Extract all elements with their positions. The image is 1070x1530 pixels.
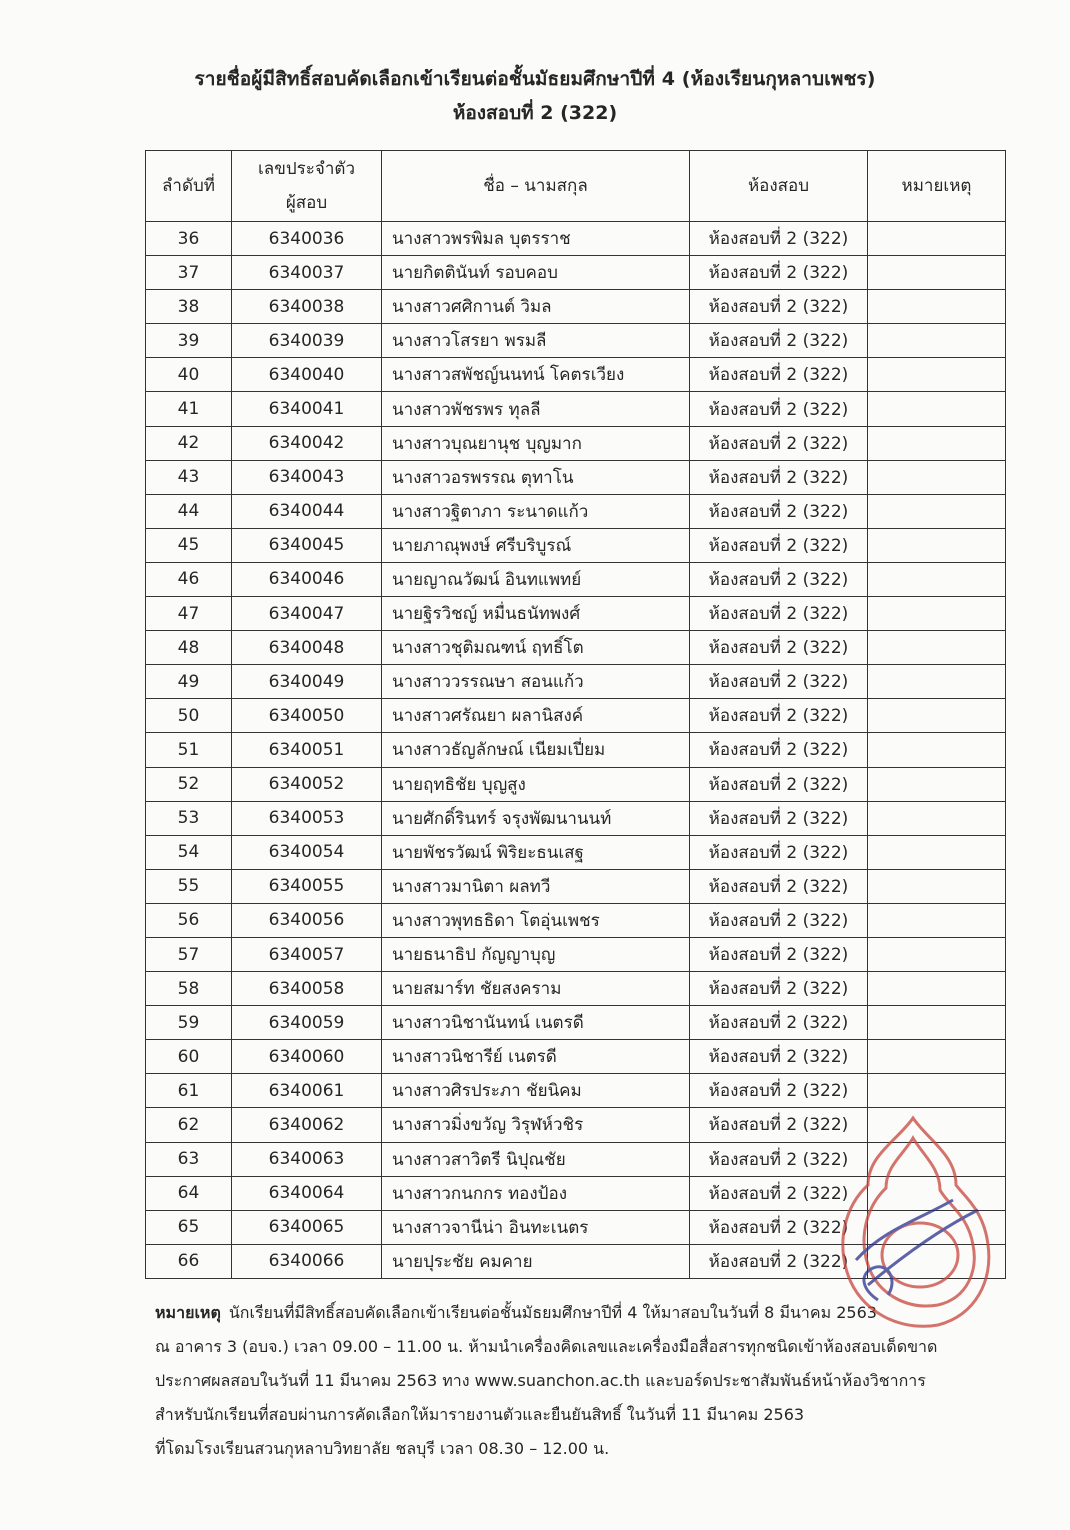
table-row bbox=[146, 528, 1006, 562]
table-row bbox=[146, 1108, 1006, 1142]
candidate-table bbox=[145, 150, 1006, 1279]
cell-candidate-id: 6340066 bbox=[232, 1244, 382, 1278]
cell-candidate-id: 6340038 bbox=[232, 290, 382, 324]
table-row bbox=[146, 733, 1006, 767]
cell-number: 50 bbox=[146, 699, 232, 733]
cell-number: 65 bbox=[146, 1210, 232, 1244]
cell-candidate-id: 6340042 bbox=[232, 426, 382, 460]
cell-full-name: นายฤทธิชัย บุญสูง bbox=[382, 767, 690, 801]
cell-exam-room: ห้องสอบที่ 2 (322) bbox=[690, 733, 868, 767]
cell-full-name: นายสมาร์ท ชัยสงคราม bbox=[382, 972, 690, 1006]
cell-candidate-id: 6340063 bbox=[232, 1142, 382, 1176]
cell-candidate-id: 6340057 bbox=[232, 937, 382, 971]
cell-full-name: นางสาววรรณษา สอนแก้ว bbox=[382, 665, 690, 699]
cell-remark bbox=[868, 699, 1006, 733]
cell-candidate-id: 6340053 bbox=[232, 801, 382, 835]
cell-remark bbox=[868, 562, 1006, 596]
cell-exam-room: ห้องสอบที่ 2 (322) bbox=[690, 1040, 868, 1074]
table-row bbox=[146, 767, 1006, 801]
remark-line-5: ที่โดมโรงเรียนสวนกุหลาบวิทยาลัย ชลบุรี เวลา 08.30 – 12.00 น. bbox=[155, 1439, 610, 1458]
table-row bbox=[146, 324, 1006, 358]
remark-line-4: สำหรับนักเรียนที่สอบผ่านการคัดเลือกให้มารายงานตัวและยืนยันสิทธิ์ ในวันที่ 11 มีนาคม 2563 bbox=[155, 1405, 805, 1424]
cell-exam-room: ห้องสอบที่ 2 (322) bbox=[690, 631, 868, 665]
column-header-name: ชื่อ – นามสกุล bbox=[382, 151, 690, 222]
cell-remark bbox=[868, 597, 1006, 631]
cell-full-name: นางสาวบุณยานุช บุญมาก bbox=[382, 426, 690, 460]
cell-candidate-id: 6340049 bbox=[232, 665, 382, 699]
document-title: รายชื่อผู้มีสิทธิ์สอบคัดเลือกเข้าเรียนต่อชั้นมัธยมศึกษาปีที่ 4 (ห้องเรียนกุหลาบเพชร) bbox=[194, 68, 876, 90]
cell-number: 38 bbox=[146, 290, 232, 324]
cell-remark bbox=[868, 972, 1006, 1006]
cell-full-name: นางสาวฐิตาภา ระนาดแก้ว bbox=[382, 494, 690, 528]
table-row bbox=[146, 665, 1006, 699]
cell-remark bbox=[868, 494, 1006, 528]
cell-candidate-id: 6340064 bbox=[232, 1176, 382, 1210]
cell-full-name: นายปุระชัย คมคาย bbox=[382, 1244, 690, 1278]
cell-exam-room: ห้องสอบที่ 2 (322) bbox=[690, 972, 868, 1006]
cell-remark bbox=[868, 1108, 1006, 1142]
cell-exam-room: ห้องสอบที่ 2 (322) bbox=[690, 1006, 868, 1040]
cell-number: 58 bbox=[146, 972, 232, 1006]
cell-candidate-id: 6340050 bbox=[232, 699, 382, 733]
cell-exam-room: ห้องสอบที่ 2 (322) bbox=[690, 426, 868, 460]
table-row bbox=[146, 358, 1006, 392]
cell-full-name: นางสาวอรพรรณ ตุทาโน bbox=[382, 460, 690, 494]
cell-number: 40 bbox=[146, 358, 232, 392]
table-row bbox=[146, 631, 1006, 665]
cell-full-name: นายฐิรวิชญ์ หมื่นธนัทพงศ์ bbox=[382, 597, 690, 631]
cell-candidate-id: 6340046 bbox=[232, 562, 382, 596]
cell-number: 41 bbox=[146, 392, 232, 426]
cell-full-name: นางสาวชุติมณฑน์ ฤทธิ์โต bbox=[382, 631, 690, 665]
table-row bbox=[146, 1040, 1006, 1074]
cell-remark bbox=[868, 290, 1006, 324]
cell-number: 51 bbox=[146, 733, 232, 767]
cell-exam-room: ห้องสอบที่ 2 (322) bbox=[690, 665, 868, 699]
cell-full-name: นางสาวศรัณยา ผลานิสงค์ bbox=[382, 699, 690, 733]
cell-exam-room: ห้องสอบที่ 2 (322) bbox=[690, 324, 868, 358]
cell-number: 53 bbox=[146, 801, 232, 835]
table-row bbox=[146, 392, 1006, 426]
cell-full-name: นายกิตตินันท์ รอบคอบ bbox=[382, 256, 690, 290]
table-header-row bbox=[146, 151, 1006, 222]
column-header-room: ห้องสอบ bbox=[690, 151, 868, 222]
cell-full-name: นายพัชรวัฒน์ พิริยะธนเสฐ bbox=[382, 835, 690, 869]
cell-candidate-id: 6340052 bbox=[232, 767, 382, 801]
cell-remark bbox=[868, 903, 1006, 937]
table-row bbox=[146, 835, 1006, 869]
cell-exam-room: ห้องสอบที่ 2 (322) bbox=[690, 597, 868, 631]
cell-number: 66 bbox=[146, 1244, 232, 1278]
cell-exam-room: ห้องสอบที่ 2 (322) bbox=[690, 528, 868, 562]
cell-remark bbox=[868, 1210, 1006, 1244]
cell-candidate-id: 6340051 bbox=[232, 733, 382, 767]
cell-remark bbox=[868, 1142, 1006, 1176]
cell-full-name: นางสาวศศิกานต์ วิมล bbox=[382, 290, 690, 324]
cell-number: 43 bbox=[146, 460, 232, 494]
cell-full-name: นางสาวศิรประภา ชัยนิคม bbox=[382, 1074, 690, 1108]
cell-remark bbox=[868, 767, 1006, 801]
table-row bbox=[146, 426, 1006, 460]
table-row bbox=[146, 460, 1006, 494]
cell-exam-room: ห้องสอบที่ 2 (322) bbox=[690, 801, 868, 835]
cell-candidate-id: 6340055 bbox=[232, 869, 382, 903]
cell-number: 49 bbox=[146, 665, 232, 699]
table-row bbox=[146, 903, 1006, 937]
table-row bbox=[146, 801, 1006, 835]
cell-remark bbox=[868, 1244, 1006, 1278]
cell-remark bbox=[868, 1074, 1006, 1108]
remark-text-1: นักเรียนที่มีสิทธิ์สอบคัดเลือกเข้าเรียนต่อชั้นมัธยมศึกษาปีที่ 4 ให้มาสอบในวันที่ 8 มีนาคม 2563 bbox=[228, 1303, 877, 1322]
cell-number: 59 bbox=[146, 1006, 232, 1040]
cell-remark bbox=[868, 1006, 1006, 1040]
cell-full-name: นางสาวธัญลักษณ์ เนียมเปี่ยม bbox=[382, 733, 690, 767]
cell-candidate-id: 6340056 bbox=[232, 903, 382, 937]
cell-full-name: นายศักดิ์รินทร์ จรุงพัฒนานนท์ bbox=[382, 801, 690, 835]
cell-exam-room: ห้องสอบที่ 2 (322) bbox=[690, 1244, 868, 1278]
cell-remark bbox=[868, 665, 1006, 699]
cell-candidate-id: 6340061 bbox=[232, 1074, 382, 1108]
cell-exam-room: ห้องสอบที่ 2 (322) bbox=[690, 1142, 868, 1176]
cell-remark bbox=[868, 801, 1006, 835]
table-row bbox=[146, 972, 1006, 1006]
table-row bbox=[146, 937, 1006, 971]
table-row bbox=[146, 1142, 1006, 1176]
cell-candidate-id: 6340040 bbox=[232, 358, 382, 392]
cell-remark bbox=[868, 324, 1006, 358]
cell-candidate-id: 6340043 bbox=[232, 460, 382, 494]
cell-candidate-id: 6340054 bbox=[232, 835, 382, 869]
cell-number: 60 bbox=[146, 1040, 232, 1074]
table-row bbox=[146, 699, 1006, 733]
cell-candidate-id: 6340037 bbox=[232, 256, 382, 290]
cell-number: 45 bbox=[146, 528, 232, 562]
cell-exam-room: ห้องสอบที่ 2 (322) bbox=[690, 460, 868, 494]
cell-exam-room: ห้องสอบที่ 2 (322) bbox=[690, 392, 868, 426]
cell-number: 48 bbox=[146, 631, 232, 665]
cell-full-name: นางสาวมานิตา ผลทวี bbox=[382, 869, 690, 903]
table-row bbox=[146, 562, 1006, 596]
cell-exam-room: ห้องสอบที่ 2 (322) bbox=[690, 903, 868, 937]
cell-number: 64 bbox=[146, 1176, 232, 1210]
cell-full-name: นางสาวมิ่งขวัญ วิรุฬห์วชิร bbox=[382, 1108, 690, 1142]
column-header-id-line1: เลขประจำตัว bbox=[258, 159, 355, 179]
column-header-id bbox=[232, 151, 382, 222]
cell-full-name: นางสาวนิชารีย์ เนตรดี bbox=[382, 1040, 690, 1074]
cell-remark bbox=[868, 426, 1006, 460]
cell-exam-room: ห้องสอบที่ 2 (322) bbox=[690, 1210, 868, 1244]
cell-number: 37 bbox=[146, 256, 232, 290]
cell-full-name: นางสาวพุทธธิดา โตอุ่นเพชร bbox=[382, 903, 690, 937]
cell-full-name: นายธนาธิป กัญญาบุญ bbox=[382, 937, 690, 971]
table-body bbox=[146, 222, 1006, 1279]
cell-exam-room: ห้องสอบที่ 2 (322) bbox=[690, 869, 868, 903]
cell-remark bbox=[868, 733, 1006, 767]
cell-exam-room: ห้องสอบที่ 2 (322) bbox=[690, 767, 868, 801]
cell-exam-room: ห้องสอบที่ 2 (322) bbox=[690, 1074, 868, 1108]
table-row bbox=[146, 1244, 1006, 1278]
cell-candidate-id: 6340048 bbox=[232, 631, 382, 665]
cell-candidate-id: 6340041 bbox=[232, 392, 382, 426]
cell-full-name: นางสาวกนกกร ทองป้อง bbox=[382, 1176, 690, 1210]
table-row bbox=[146, 1006, 1006, 1040]
column-header-remark: หมายเหตุ bbox=[868, 151, 1006, 222]
cell-full-name: นายญาณวัฒน์ อินทแพทย์ bbox=[382, 562, 690, 596]
table-row bbox=[146, 597, 1006, 631]
cell-full-name: นางสาวจานีน่า อินทะเนตร bbox=[382, 1210, 690, 1244]
column-header-no: ลำดับที่ bbox=[146, 151, 232, 222]
cell-number: 47 bbox=[146, 597, 232, 631]
table-row bbox=[146, 222, 1006, 256]
cell-exam-room: ห้องสอบที่ 2 (322) bbox=[690, 937, 868, 971]
cell-remark bbox=[868, 358, 1006, 392]
cell-candidate-id: 6340062 bbox=[232, 1108, 382, 1142]
cell-full-name: นางสาวสาวิตรี นิปุณชัย bbox=[382, 1142, 690, 1176]
table-row bbox=[146, 290, 1006, 324]
table-row bbox=[146, 256, 1006, 290]
cell-candidate-id: 6340047 bbox=[232, 597, 382, 631]
cell-candidate-id: 6340039 bbox=[232, 324, 382, 358]
cell-exam-room: ห้องสอบที่ 2 (322) bbox=[690, 1176, 868, 1210]
cell-remark bbox=[868, 1040, 1006, 1074]
cell-exam-room: ห้องสอบที่ 2 (322) bbox=[690, 835, 868, 869]
cell-number: 54 bbox=[146, 835, 232, 869]
document-header bbox=[0, 62, 1070, 130]
cell-remark bbox=[868, 869, 1006, 903]
column-header-id-line2: ผู้สอบ bbox=[285, 193, 328, 213]
table-row bbox=[146, 494, 1006, 528]
remark-line-3: ประกาศผลสอบในวันที่ 11 มีนาคม 2563 ทาง www.suanchon.ac.th และบอร์ดประชาสัมพันธ์หน้าห้องวิชาการ bbox=[155, 1371, 926, 1390]
cell-exam-room: ห้องสอบที่ 2 (322) bbox=[690, 358, 868, 392]
cell-number: 57 bbox=[146, 937, 232, 971]
cell-exam-room: ห้องสอบที่ 2 (322) bbox=[690, 290, 868, 324]
remark-line-1 bbox=[155, 1296, 1025, 1330]
cell-candidate-id: 6340036 bbox=[232, 222, 382, 256]
remark-section bbox=[155, 1296, 1025, 1466]
cell-exam-room: ห้องสอบที่ 2 (322) bbox=[690, 562, 868, 596]
document-subtitle: ห้องสอบที่ 2 (322) bbox=[452, 102, 618, 124]
cell-number: 44 bbox=[146, 494, 232, 528]
cell-candidate-id: 6340058 bbox=[232, 972, 382, 1006]
cell-full-name: นางสาวโสรยา พรมลี bbox=[382, 324, 690, 358]
cell-number: 52 bbox=[146, 767, 232, 801]
cell-number: 62 bbox=[146, 1108, 232, 1142]
cell-remark bbox=[868, 392, 1006, 426]
cell-candidate-id: 6340065 bbox=[232, 1210, 382, 1244]
cell-remark bbox=[868, 460, 1006, 494]
cell-number: 63 bbox=[146, 1142, 232, 1176]
cell-full-name: นายภาณุพงษ์ ศรีบริบูรณ์ bbox=[382, 528, 690, 562]
cell-full-name: นางสาวสพัชญ์นนทน์ โคตรเวียง bbox=[382, 358, 690, 392]
cell-number: 55 bbox=[146, 869, 232, 903]
cell-exam-room: ห้องสอบที่ 2 (322) bbox=[690, 494, 868, 528]
remark-line-2: ณ อาคาร 3 (อบจ.) เวลา 09.00 – 11.00 น. ห้ามนำเครื่องคิดเลขและเครื่องมือสื่อสารทุกชนิดเข้าห้องสอบเด็ดขาด bbox=[155, 1337, 938, 1356]
cell-remark bbox=[868, 528, 1006, 562]
table-row bbox=[146, 1074, 1006, 1108]
cell-number: 56 bbox=[146, 903, 232, 937]
cell-full-name: นางสาวพัชรพร ทุลลี bbox=[382, 392, 690, 426]
cell-full-name: นางสาวนิชานันทน์ เนตรดี bbox=[382, 1006, 690, 1040]
cell-number: 39 bbox=[146, 324, 232, 358]
cell-remark bbox=[868, 222, 1006, 256]
cell-remark bbox=[868, 1176, 1006, 1210]
table-row bbox=[146, 869, 1006, 903]
cell-candidate-id: 6340045 bbox=[232, 528, 382, 562]
table-row bbox=[146, 1176, 1006, 1210]
cell-remark bbox=[868, 256, 1006, 290]
cell-exam-room: ห้องสอบที่ 2 (322) bbox=[690, 1108, 868, 1142]
cell-remark bbox=[868, 631, 1006, 665]
remark-label: หมายเหตุ bbox=[155, 1303, 221, 1322]
cell-number: 61 bbox=[146, 1074, 232, 1108]
cell-full-name: นางสาวพรพิมล บุตรราช bbox=[382, 222, 690, 256]
cell-candidate-id: 6340044 bbox=[232, 494, 382, 528]
cell-number: 46 bbox=[146, 562, 232, 596]
table-row bbox=[146, 1210, 1006, 1244]
cell-remark bbox=[868, 937, 1006, 971]
cell-candidate-id: 6340059 bbox=[232, 1006, 382, 1040]
cell-exam-room: ห้องสอบที่ 2 (322) bbox=[690, 256, 868, 290]
cell-remark bbox=[868, 835, 1006, 869]
cell-exam-room: ห้องสอบที่ 2 (322) bbox=[690, 699, 868, 733]
cell-exam-room: ห้องสอบที่ 2 (322) bbox=[690, 222, 868, 256]
cell-candidate-id: 6340060 bbox=[232, 1040, 382, 1074]
cell-number: 36 bbox=[146, 222, 232, 256]
cell-number: 42 bbox=[146, 426, 232, 460]
